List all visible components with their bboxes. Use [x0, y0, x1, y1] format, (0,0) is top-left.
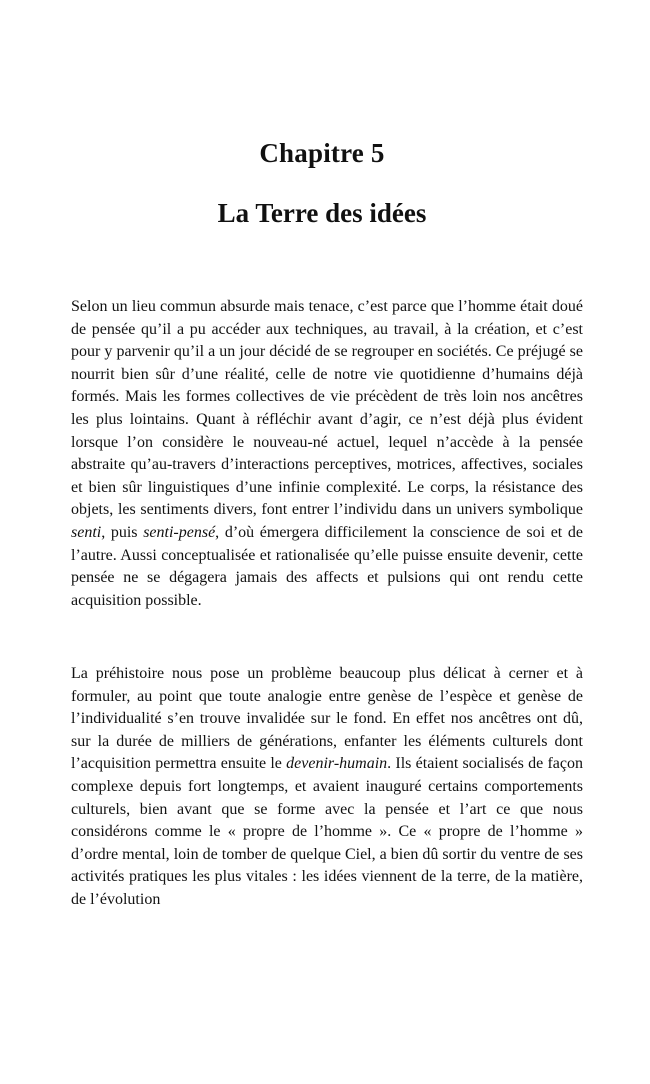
chapter-title: La Terre des idées	[217, 198, 427, 228]
italic-term: devenir-humain	[286, 755, 388, 773]
text-run: , puis	[101, 523, 144, 541]
text-run: , d’où émergera difficilement la conscience de soi et de l’autre. Aussi conceptualisée et rationalisée qu’elle puisse ensuite devenir, cette pensée ne se dégagera jamais des affects et pulsions qui ont rendu cette acquisition possible.	[71, 523, 584, 609]
italic-term: senti	[71, 523, 102, 541]
body-paragraph	[71, 663, 583, 912]
text-run: Selon un lieu commun absurde mais tenace, c’est parce que l’homme était doué de pensée qu’il a pu accéder aux techniques, au travail, à la création, et c’est pour y parvenir qu’il a un jour décidé de se regrouper en sociétés. Ce préjugé se nourrit bien sûr d’une réalité, celle de notre vie quotidienne d’humains déjà formés. Mais les formes collectives de vie précèdent de très loin nos ancêtres les plus lointains. Quant à réfléchir avant d’agir, ce n’est déjà plus évident lorsque l’on considère le nouveau-né actuel, lequel n’accède à la pensée abstraite qu’au-travers d’interactions perceptives, motrices, affectives, sociales et bien sûr linguistiques d’une infinie complexité. Le corps, la résistance des objets, les sentiments divers, font entrer l’individu dans un univers symbolique	[71, 298, 583, 519]
chapter-label: Chapitre 5	[259, 138, 385, 168]
body-paragraph	[71, 296, 583, 612]
text-run: La préhistoire nous pose un problème beaucoup plus délicat à cerner et à formuler, au point que toute analogie entre genèse de l’espèce et genèse de l’individualité s’en trouve invalidée sur le fond. En effet nos ancêtres ont dû, sur la durée de milliers de générations, enfanter les éléments culturels dont l’acquisition permettra ensuite le	[71, 665, 583, 773]
italic-term: senti-pensé	[143, 523, 216, 541]
text-run: . Ils étaient socialisés de façon complexe depuis fort longtemps, et avaient inauguré certains comportements culturels, bien avant que se forme avec la pensée et l’art ce que nous considérons comme le « propre de l’homme ». Ce « propre de l’homme » d’ordre mental, loin de tomber de quelque Ciel, a bien dû sortir du ventre de ses activités pratiques les plus vitales : les idées viennent de la terre, de la matière, de l’évolution	[71, 755, 583, 908]
